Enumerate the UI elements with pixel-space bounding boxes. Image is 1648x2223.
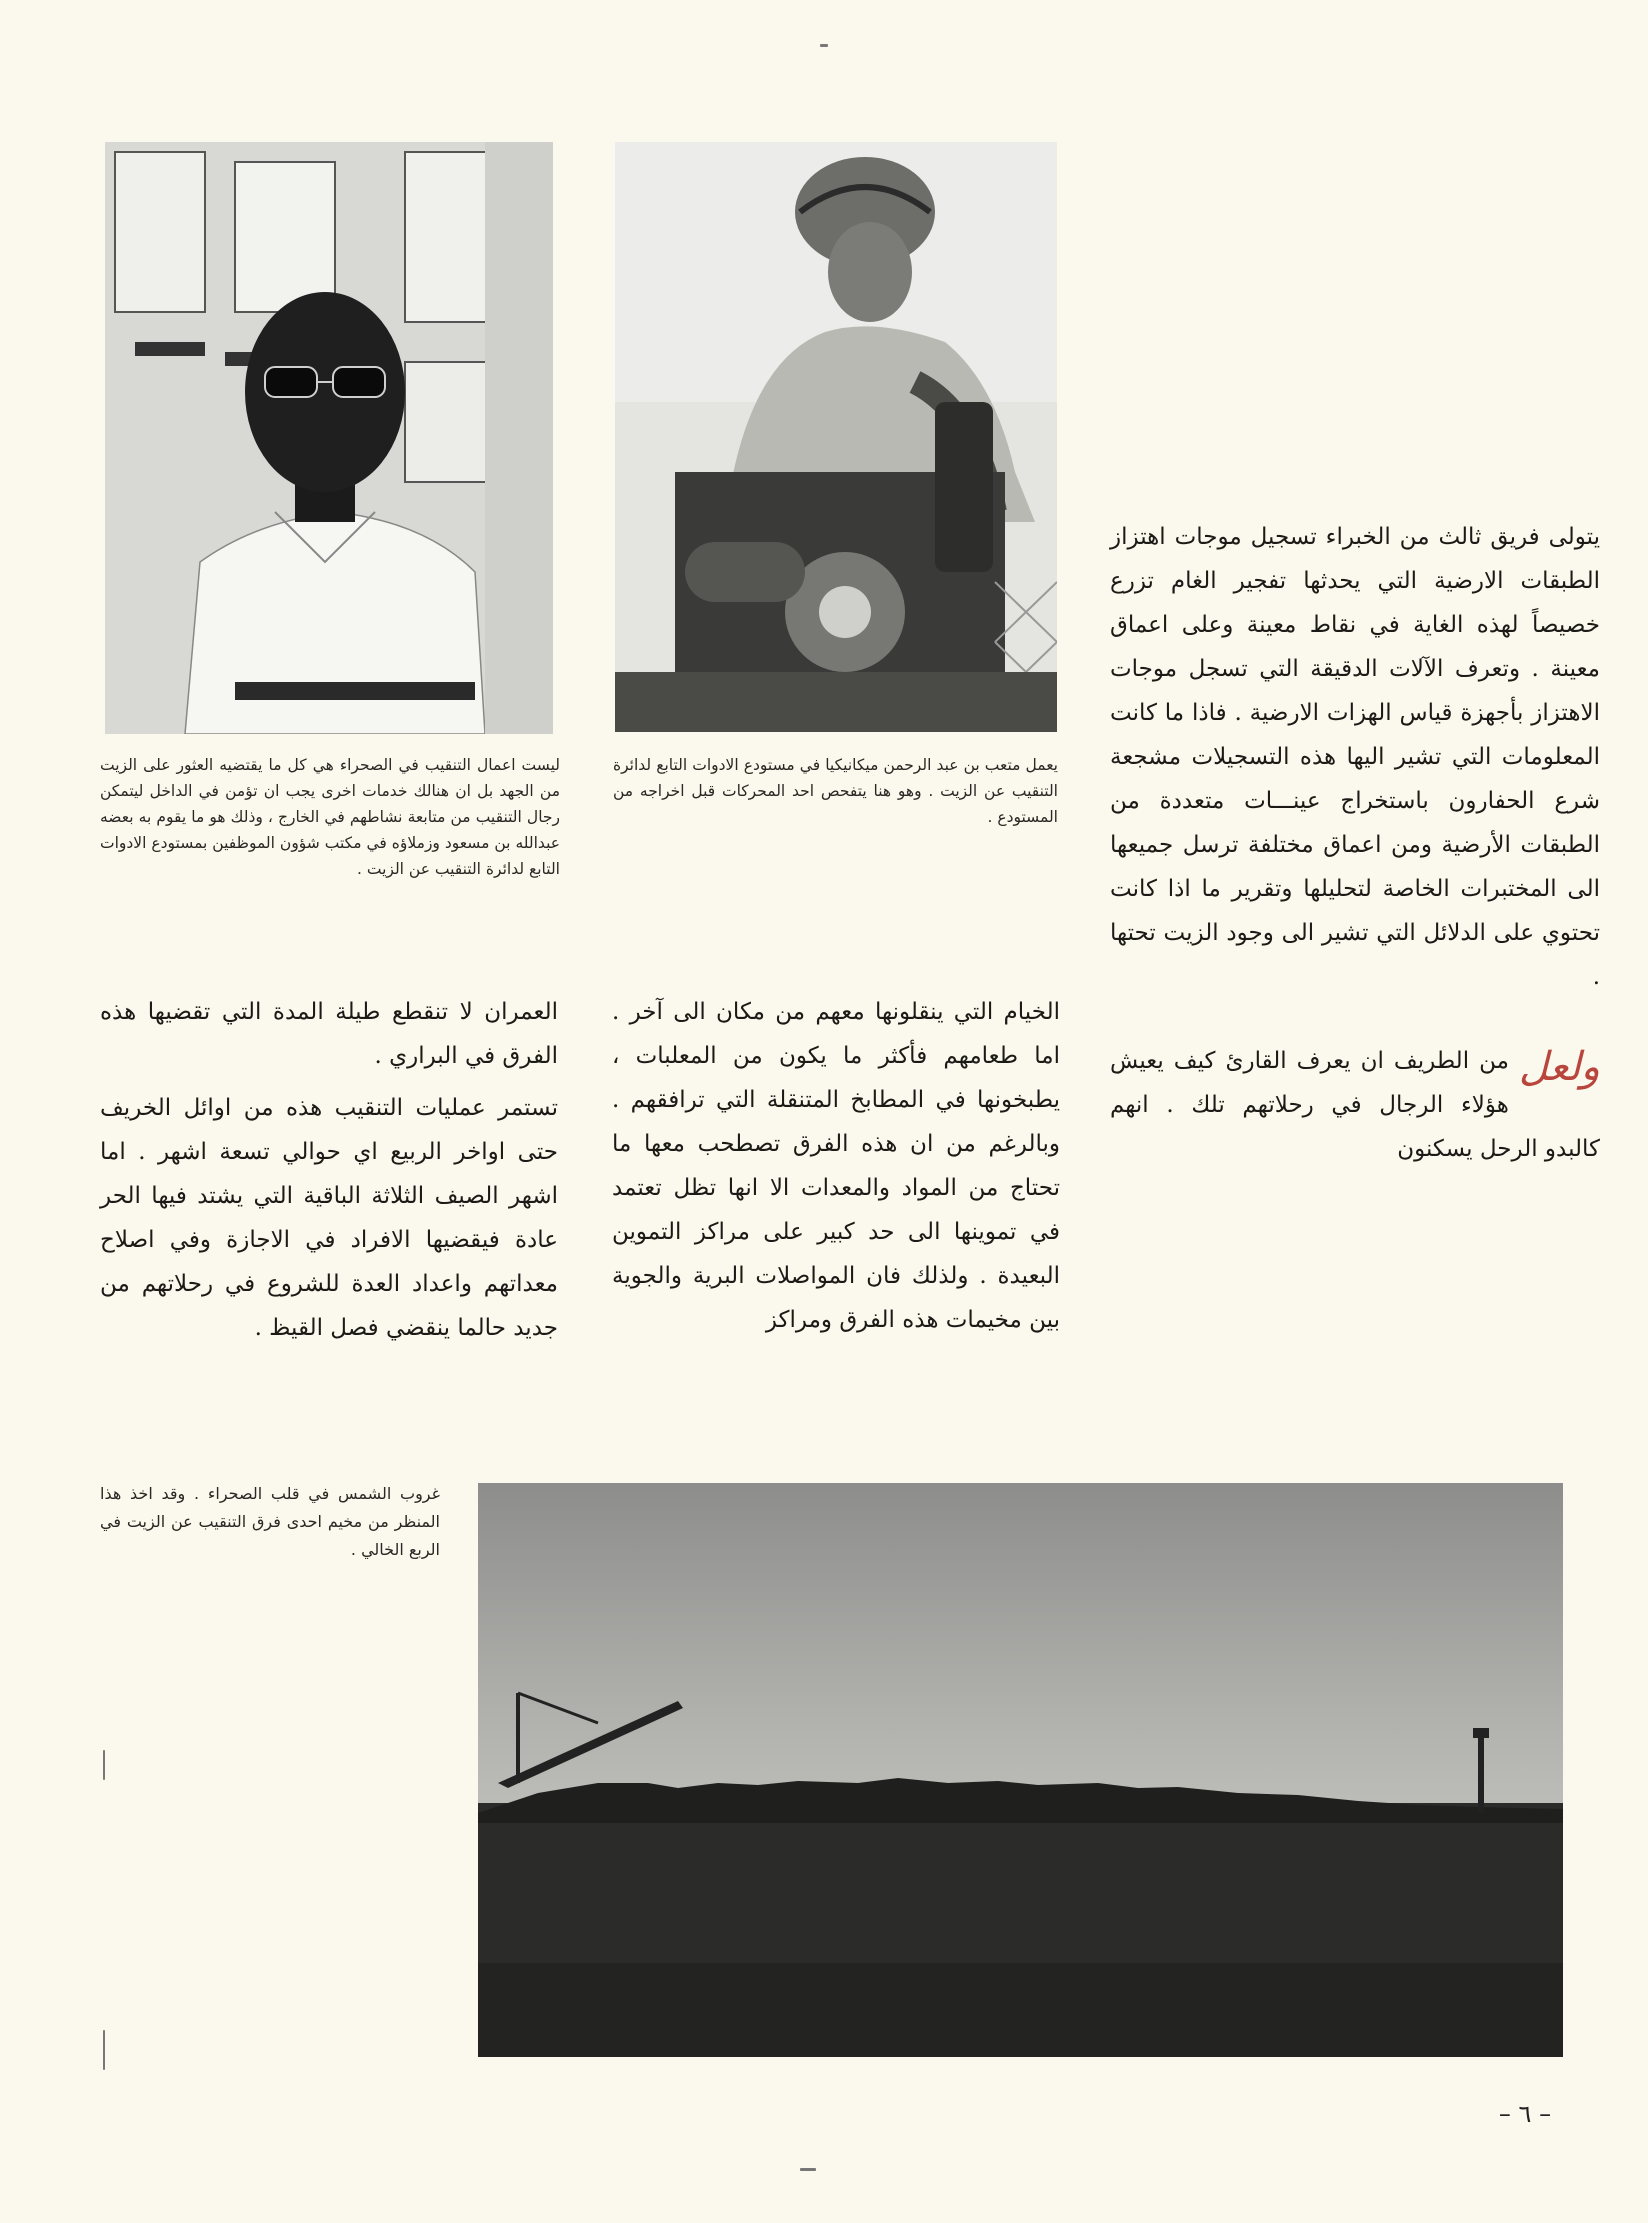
article-left-column bbox=[100, 990, 558, 1350]
article-paragraph-2-wrapper bbox=[1110, 1039, 1600, 1171]
scan-speck bbox=[820, 44, 828, 47]
sunset-photo bbox=[478, 1483, 1563, 2057]
office-worker-caption: ليست اعمال التنقيب في الصحراء هي كل ما يقتضيه العثور على الزيت من الجهد بل ان هنالك خدمات اخرى يجب ان تؤمن في الداخل ليتمكن رجال التنقيب من متابعة نشاطهم في الخارج ، وذلك هو ما يقوم به بعضه عبدالله بن مسعود وزملاؤه في مكتب شؤون الموظفين بمستودع الادوات التابع لدائرة التنقيب عن الزيت . bbox=[100, 756, 560, 878]
article-paragraph-4: تستمر عمليات التنقيب هذه من اوائل الخريف حتى اواخر الربيع اي حوالي تسعة اشهر . اما اشهر الصيف الثلاثة الباقية التي يشتد فيها الحر عادة فيقضيها الافراد في الاجازة وفي اصلاح معداتهم واعداد العدة للشروع في رحلاتهم من جديد حالما ينقضي فصل القيظ . bbox=[100, 1095, 558, 1341]
scan-speck bbox=[800, 2168, 816, 2171]
article-paragraph-2: من الطريف ان يعرف القارئ كيف يعيش هؤلاء الرجال في رحلاتهم تلك . انهم كالبدو الرحل يسكنون bbox=[1110, 1048, 1600, 1162]
mechanic-image bbox=[615, 142, 1057, 732]
lead-word: ولعل bbox=[1518, 1044, 1600, 1090]
mechanic-caption: يعمل متعب بن عبد الرحمن ميكانيكيا في مستودع الادوات التابع لدائرة التنقيب عن الزيت . وهو هنا يتفحص احد المحركات قبل اخراجه من المستودع . bbox=[613, 756, 1058, 826]
scan-speck bbox=[103, 1750, 105, 1780]
sunset-caption: غروب الشمس في قلب الصحراء . وقد اخذ هذا المنظر من مخيم احدى فرق التنقيب عن الزيت في الربع الخالي . bbox=[100, 1484, 440, 1559]
scan-speck bbox=[103, 2030, 105, 2070]
article-paragraph-3: العمران لا تنقطع طيلة المدة التي تقضيها هذه الفرق في البراري . bbox=[100, 999, 558, 1069]
article-middle-column: الخيام التي ينقلونها معهم من مكان الى آخر . اما طعامهم فأكثر ما يكون من المعلبات ، يطبخونها في المطابخ المتنقلة التي ترافقهم . وبالرغم من ان هذه الفرق تصطحب معها ما تحتاج من المواد والمعدات الا انها تظل تعتمد في تموينها الى حد كبير على مراكز التموين البعيدة . ولذلك فان المواصلات البرية والجوية بين مخيمات هذه الفرق ومراكز bbox=[612, 999, 1060, 1333]
office-worker-image bbox=[105, 142, 553, 734]
article-paragraph-1: يتولى فريق ثالث من الخبراء تسجيل موجات اهتزاز الطبقات الارضية التي يحدثها تفجير الغام تزرع خصيصاً لهذه الغاية في نقاط معينة وعلى اعماق معينة . وتعرف الآلات الدقيقة التي تسجل موجات الاهتزاز بأجهزة قياس الهزات الارضية . فاذا ما كانت المعلومات التي تشير اليها هذه التسجيلات مشجعة شرع الحفارون باستخراج عينـــات متعددة من الطبقات الأرضية ومن اعماق مختلفة ترسل جميعها الى المختبرات الخاصة لتحليلها وتقرير ما اذا كانت تحتوي على الدلائل التي تشير الى وجود الزيت تحتها . bbox=[1110, 524, 1600, 990]
article-right-column bbox=[1110, 515, 1600, 1171]
page-number: – ٦ – bbox=[1498, 2100, 1552, 2128]
sunset-image bbox=[478, 1483, 1563, 2057]
mechanic-photo bbox=[615, 142, 1057, 732]
office-worker-photo bbox=[105, 142, 553, 734]
